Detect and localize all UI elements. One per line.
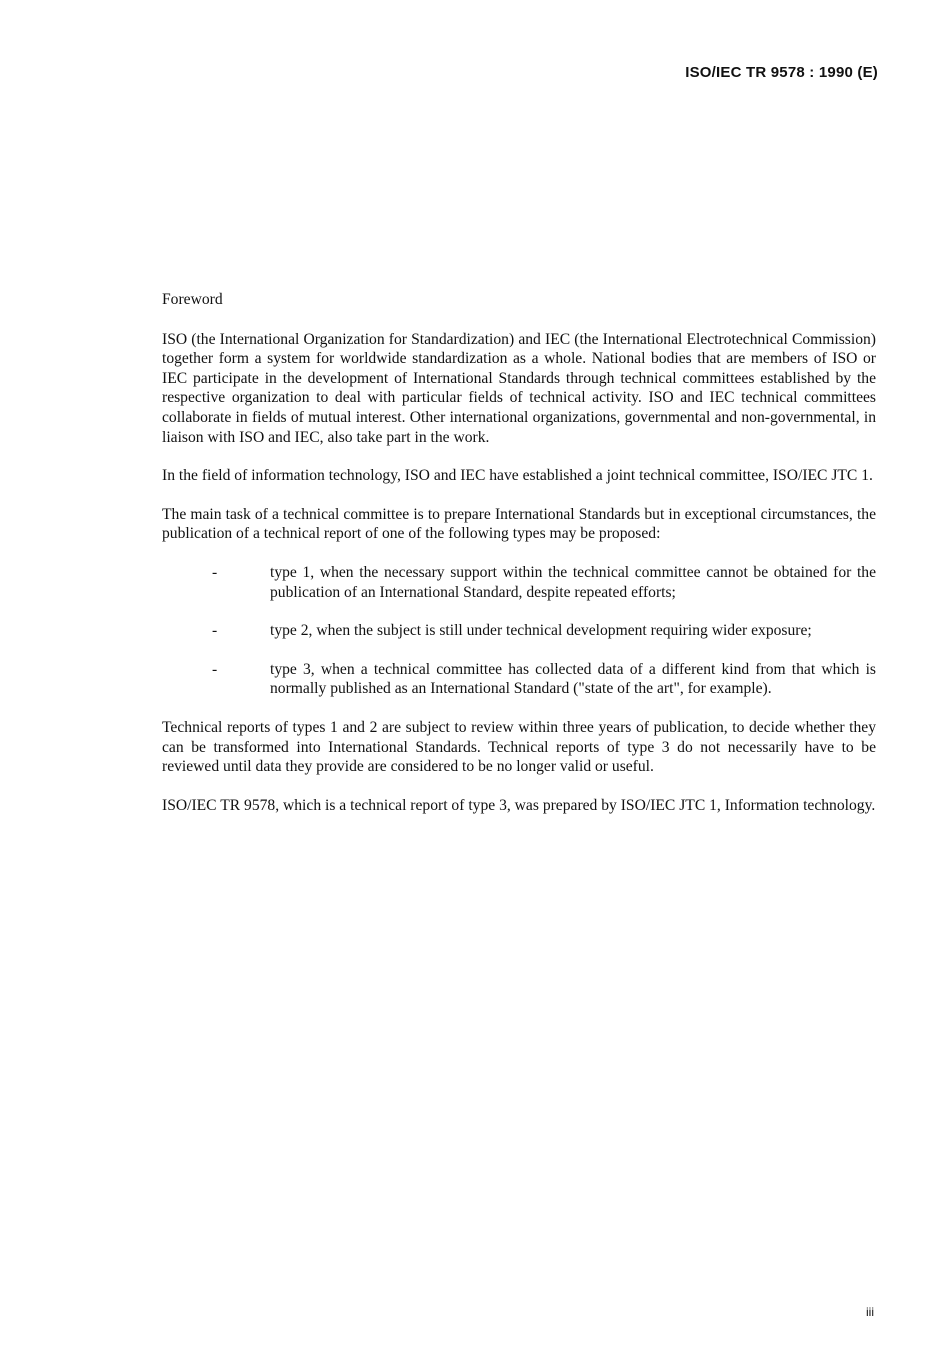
list-item-type-1 — [162, 563, 876, 602]
list-item-text: type 1, when the necessary support within the technical committee cannot be obtained for the publication of an International Standard, despite repeated efforts; — [270, 563, 876, 601]
bullet-dash: - — [212, 622, 218, 640]
bullet-dash: - — [212, 660, 218, 678]
paragraph-joint-committee: In the field of information technology, ISO and IEC have established a joint technical committee, ISO/IEC JTC 1. — [162, 467, 873, 485]
list-item-text: type 3, when a technical committee has collected data of a different kind from that which is normally published as an International Standard ("state of the art", for example). — [270, 660, 876, 698]
page-number: iii — [866, 1305, 874, 1319]
paragraph-preparation-statement: ISO/IEC TR 9578, which is a technical report of type 3, was prepared by ISO/IEC JTC 1, Information technology. — [162, 796, 876, 814]
report-type-list — [162, 563, 876, 699]
foreword-heading: Foreword — [162, 291, 223, 308]
list-item-text: type 2, when the subject is still under technical development requiring wider exposure; — [270, 622, 812, 640]
document-reference: ISO/IEC TR 9578 : 1990 (E) — [685, 64, 878, 81]
paragraph-iso-iec-system: ISO (the International Organization for Standardization) and IEC (the International Electrotechnical Commission) together form a system for worldwide standardization as a whole. National bodies that are members of ISO or IEC participate in the development of International Standards through technical committees established by the respective organization to deal with particular fields of technical activity. ISO and IEC technical committees collaborate in fields of mutual interest. Other international organizations, governmental and non-governmental, in liaison with ISO and IEC, also take part in the work. — [162, 330, 876, 446]
paragraph-review-schedule: Technical reports of types 1 and 2 are subject to review within three years of publication, to decide whether they can be transformed into International Standards. Technical reports of type 3 do not necessarily have to be reviewed until data they provide are considered to be no longer valid or useful. — [162, 718, 876, 776]
list-item-type-2 — [162, 621, 876, 641]
foreword-section — [162, 290, 876, 834]
paragraph-technical-report-types: The main task of a technical committee is to prepare International Standards but in exceptional circumstances, the publication of a technical report of one of the following types may be proposed: — [162, 505, 876, 543]
list-item-type-3 — [162, 660, 876, 699]
bullet-dash: - — [212, 563, 218, 581]
